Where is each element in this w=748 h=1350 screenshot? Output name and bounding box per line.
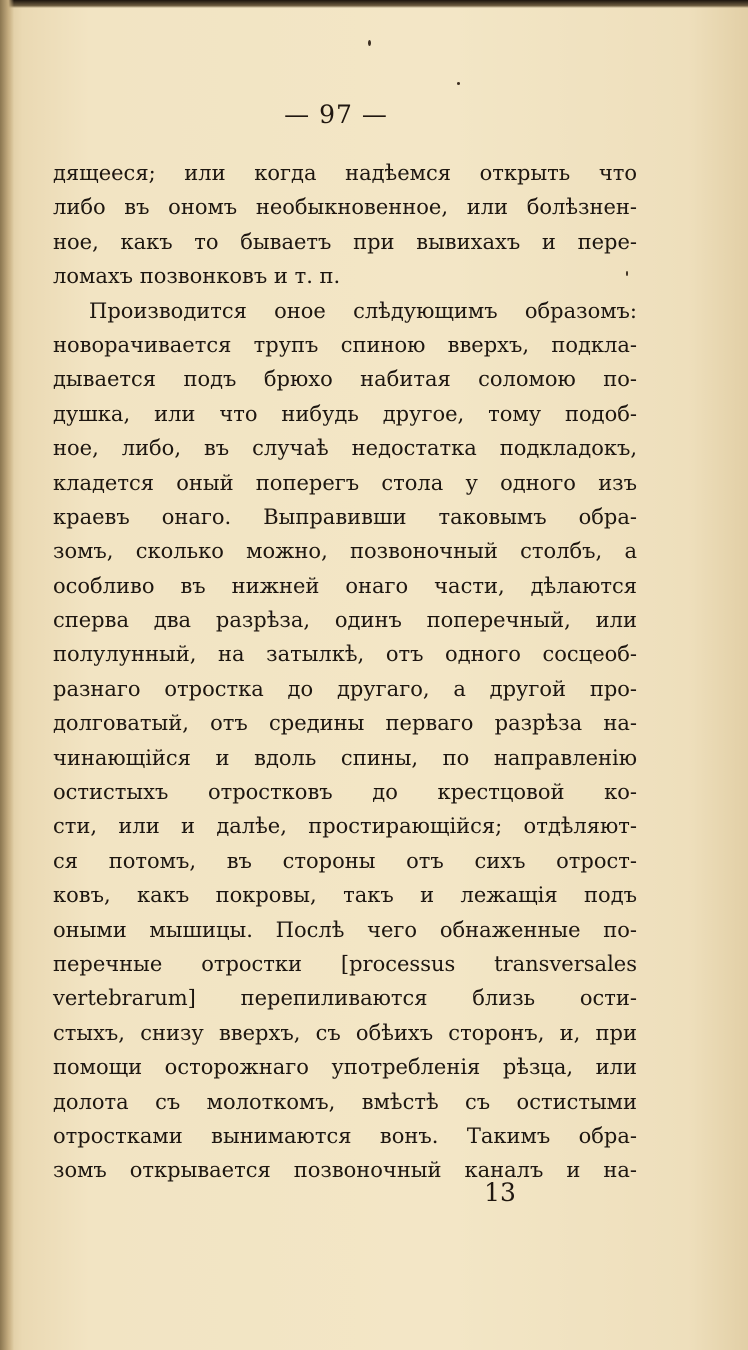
- text-line: зомъ, сколько можно, позвоночный столбъ, а: [53, 539, 637, 564]
- text-line: дящееся; или когда надѣемся открыть что: [53, 161, 637, 185]
- body-text: [53, 156, 637, 1188]
- text-line: оными мышицы. Послѣ чего обнаженные по-: [53, 917, 637, 942]
- paper-speck: [457, 82, 460, 85]
- text-line: дывается подъ брюхо набитая соломою по-: [53, 367, 637, 392]
- text-line: разнаго отростка до другаго, а другой про-: [53, 676, 637, 701]
- text-line: особливо въ нижней онаго части, дѣлаются: [53, 573, 637, 598]
- text-line: сти, или и далѣе, простирающійся; отдѣляют-: [53, 814, 637, 839]
- text-line: ное, какъ то бываетъ при вывихахъ и пере-: [53, 229, 637, 254]
- printer-signature-mark: 13: [484, 1178, 516, 1207]
- text-line: помощи осторожнаго употребленія рѣзца, или: [53, 1055, 637, 1080]
- text-line: либо въ ономъ необыкновенное, или болѣзнен-: [53, 195, 637, 220]
- text-line: чинающійся и вдоль спины, по направленію: [53, 745, 637, 770]
- page-top-edge: [0, 0, 748, 8]
- text-line: краевъ онаго. Выправивши таковымъ обра-: [53, 504, 637, 529]
- text-line: стыхъ, снизу вверхъ, съ обѣихъ сторонъ, и, при: [53, 1020, 637, 1045]
- text-line: полулунный, на затылкѣ, отъ одного сосцеоб-: [53, 642, 637, 667]
- text-line: Производится оное слѣдующимъ образомъ:: [89, 298, 637, 323]
- text-line: долота съ молоткомъ, вмѣстѣ съ остистыми: [53, 1089, 637, 1114]
- page-number: — 97 —: [284, 100, 388, 129]
- text-line: ковъ, какъ покровы, такъ и лежащія подъ: [53, 883, 637, 908]
- text-line: ломахъ позвонковъ и т. п.: [53, 264, 341, 289]
- text-line: перечные отростки [processus transversales: [53, 951, 637, 976]
- text-line: зомъ открывается позвоночный каналъ и на-: [53, 1158, 637, 1183]
- paper-speck: [368, 40, 371, 46]
- text-line: отростками вынимаются вонъ. Такимъ обра-: [53, 1123, 637, 1148]
- text-line: сперва два разрѣза, одинъ поперечный, или: [53, 608, 637, 633]
- text-line: долговатый, отъ средины перваго разрѣза на-: [53, 711, 637, 736]
- paper-speck: [626, 271, 628, 276]
- text-line: vertebrarum] перепиливаются близь ости-: [53, 986, 637, 1011]
- text-line: кладется оный поперегъ стола у одного изъ: [53, 470, 637, 495]
- text-line: ся потомъ, въ стороны отъ сихъ отрост-: [53, 848, 637, 873]
- page-binding-edge: [0, 0, 14, 1350]
- text-line: ное, либо, въ случаѣ недостатка подкладокъ,: [53, 436, 637, 461]
- text-line: остистыхъ отростковъ до крестцовой ко-: [53, 780, 637, 805]
- text-line: душка, или что нибудь другое, тому подоб-: [53, 401, 637, 426]
- text-line: новорачивается трупъ спиною вверхъ, подкла-: [53, 332, 637, 357]
